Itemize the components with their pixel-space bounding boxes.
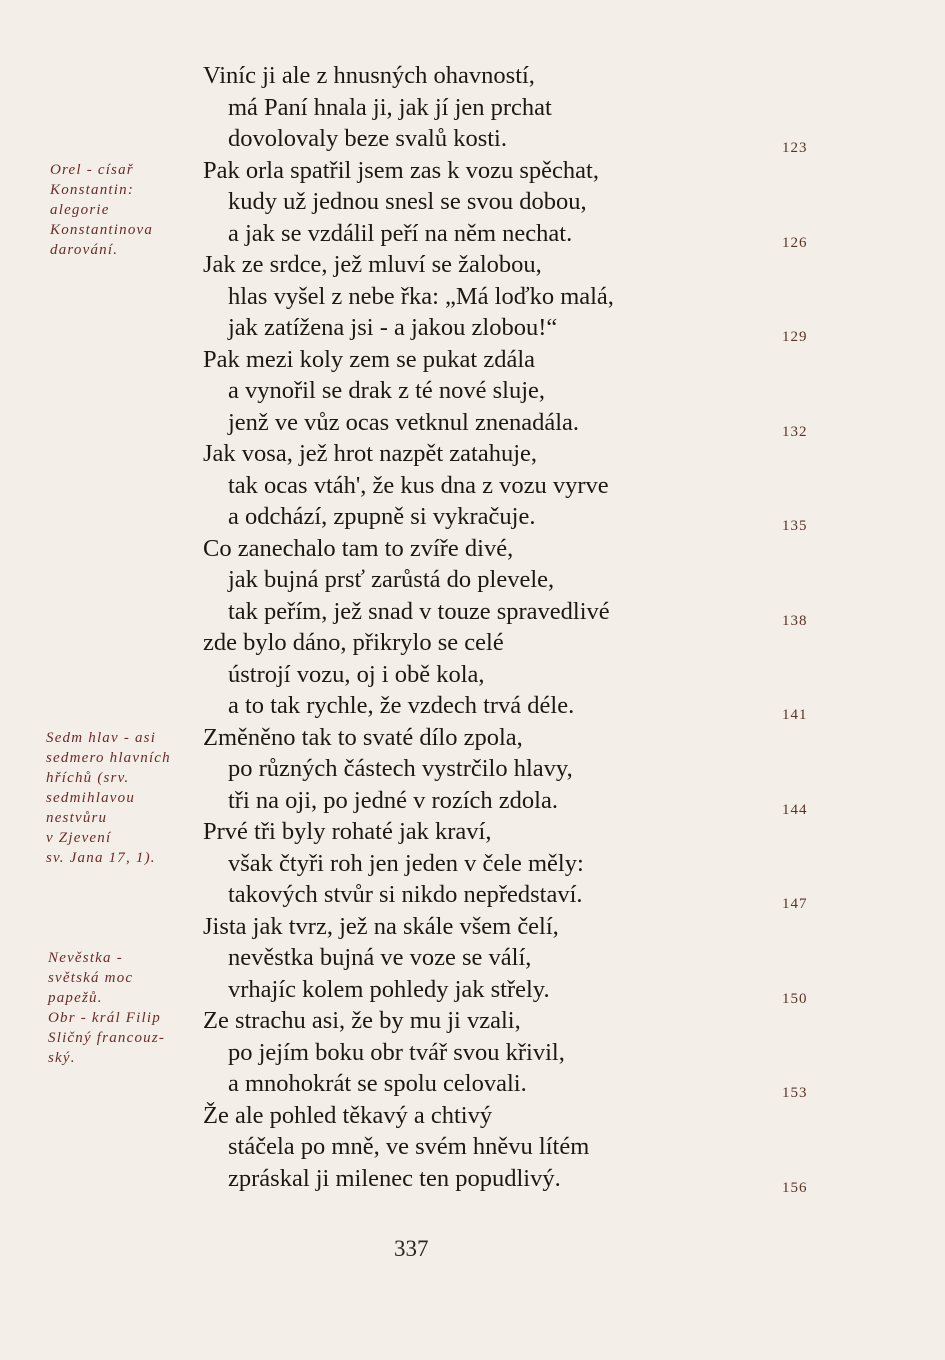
line-number: 138 [782, 612, 808, 629]
verse-line: Pak orla spatřil jsem zas k vozu spěchat, [203, 156, 599, 184]
verse-line: kudy už jednou snesl se svou dobou, [228, 188, 587, 215]
margin-note-eagle: Orel - císař Konstantin: alegorie Konstantinova darování. [50, 162, 154, 258]
line-number: 147 [782, 896, 808, 912]
verse-line: Jak vosa, jež hrot nazpět zatahuje, [203, 440, 538, 467]
line-number: 141 [782, 707, 808, 723]
verse-line: Co zanechalo tam to zvíře divé, [203, 534, 514, 562]
verse-line: však čtyři roh jen jeden v čele měly: [228, 849, 584, 877]
verse-line: Ze strachu asi, že by mu ji vzali, [203, 1007, 521, 1034]
line-number: 144 [782, 801, 808, 818]
verse-line: hlas vyšel z nebe řka: „Má loďko malá, [228, 282, 614, 310]
verse-line: zpráskal ji milenec ten popudlivý. [228, 1164, 561, 1192]
verse-line: vrhajíc kolem pohledy jak střely. [228, 975, 550, 1003]
verse-line: Prvé tři byly rohaté jak kraví, [203, 818, 492, 845]
verse-line: jak bujná prsť zarůstá do plevele, [228, 566, 555, 593]
verse-line: po různých částech vystrčilo hlavy, [228, 755, 573, 782]
verse-line: po jejím boku obr tvář svou křivil, [228, 1038, 565, 1066]
verse-line: Změněno tak to svaté dílo zpola, [203, 723, 523, 751]
line-number: 150 [782, 990, 808, 1007]
line-number: 132 [782, 423, 808, 440]
verse-line: a odchází, zpupně si vykračuje. [228, 503, 536, 530]
margin-note-harlot-giant: Nevěstka - světská moc papežů. Obr - král Filip Sličný francouz- ský. [48, 950, 166, 1066]
verse-line: dovolovaly beze svalů kosti. [228, 125, 507, 152]
verse-line: tři na oji, po jedné v rozích zdola. [228, 786, 558, 814]
verse-line: Že ale pohled těkavý a chtivý [203, 1101, 493, 1129]
verse-line: stáčela po mně, ve svém hněvu lítém [228, 1133, 590, 1160]
line-number: 129 [782, 329, 808, 345]
line-number: 123 [782, 140, 808, 156]
verse-line: Jak ze srdce, jež mluví se žalobou, [203, 251, 542, 278]
line-number: 156 [782, 1179, 808, 1196]
verse-line: a jak se vzdálil peří na něm nechat. [228, 219, 573, 247]
verse-line: a mnohokrát se spolu celovali. [228, 1070, 527, 1097]
line-number: 126 [782, 234, 808, 251]
verse-line: a to tak rychle, že vzdech trvá déle. [228, 692, 575, 719]
verse-line: ústrojí vozu, oj i obě kola, [228, 660, 485, 688]
page-number: 337 [394, 1236, 429, 1261]
verse-line: tak peřím, jež snad v touze spravedlivé [228, 597, 610, 625]
verse-line: jak zatížena jsi - a jakou zlobou!“ [228, 314, 558, 341]
verse-line: jenž ve vůz ocas vetknul znenadála. [228, 408, 580, 436]
verse-line: a vynořil se drak z té nové sluje, [228, 377, 546, 404]
verse-line: zde bylo dáno, přikrylo se celé [203, 629, 504, 656]
verse-line: takových stvůr si nikdo nepředstaví. [228, 881, 583, 908]
verse-line: Viníc ji ale z hnusných ohavností, [203, 62, 535, 89]
verse-line: Jista jak tvrz, jež na skále všem čelí, [203, 912, 559, 940]
verse-line: Pak mezi koly zem se pukat zdála [203, 345, 535, 373]
line-number: 135 [782, 518, 808, 534]
verse-line: nevěstka bujná ve voze se válí, [228, 944, 532, 971]
margin-note-seven-heads: Sedm hlav - asi sedmero hlavních hříchů (srv. sedmihlavou nestvůru v Zjevení sv. Jana 17, 1). [46, 730, 171, 866]
verse-line: tak ocas vtáh', že kus dna z vozu vyrve [228, 471, 609, 499]
line-number: 153 [782, 1085, 808, 1101]
verse-line: má Paní hnala ji, jak jí jen prchat [228, 93, 552, 121]
